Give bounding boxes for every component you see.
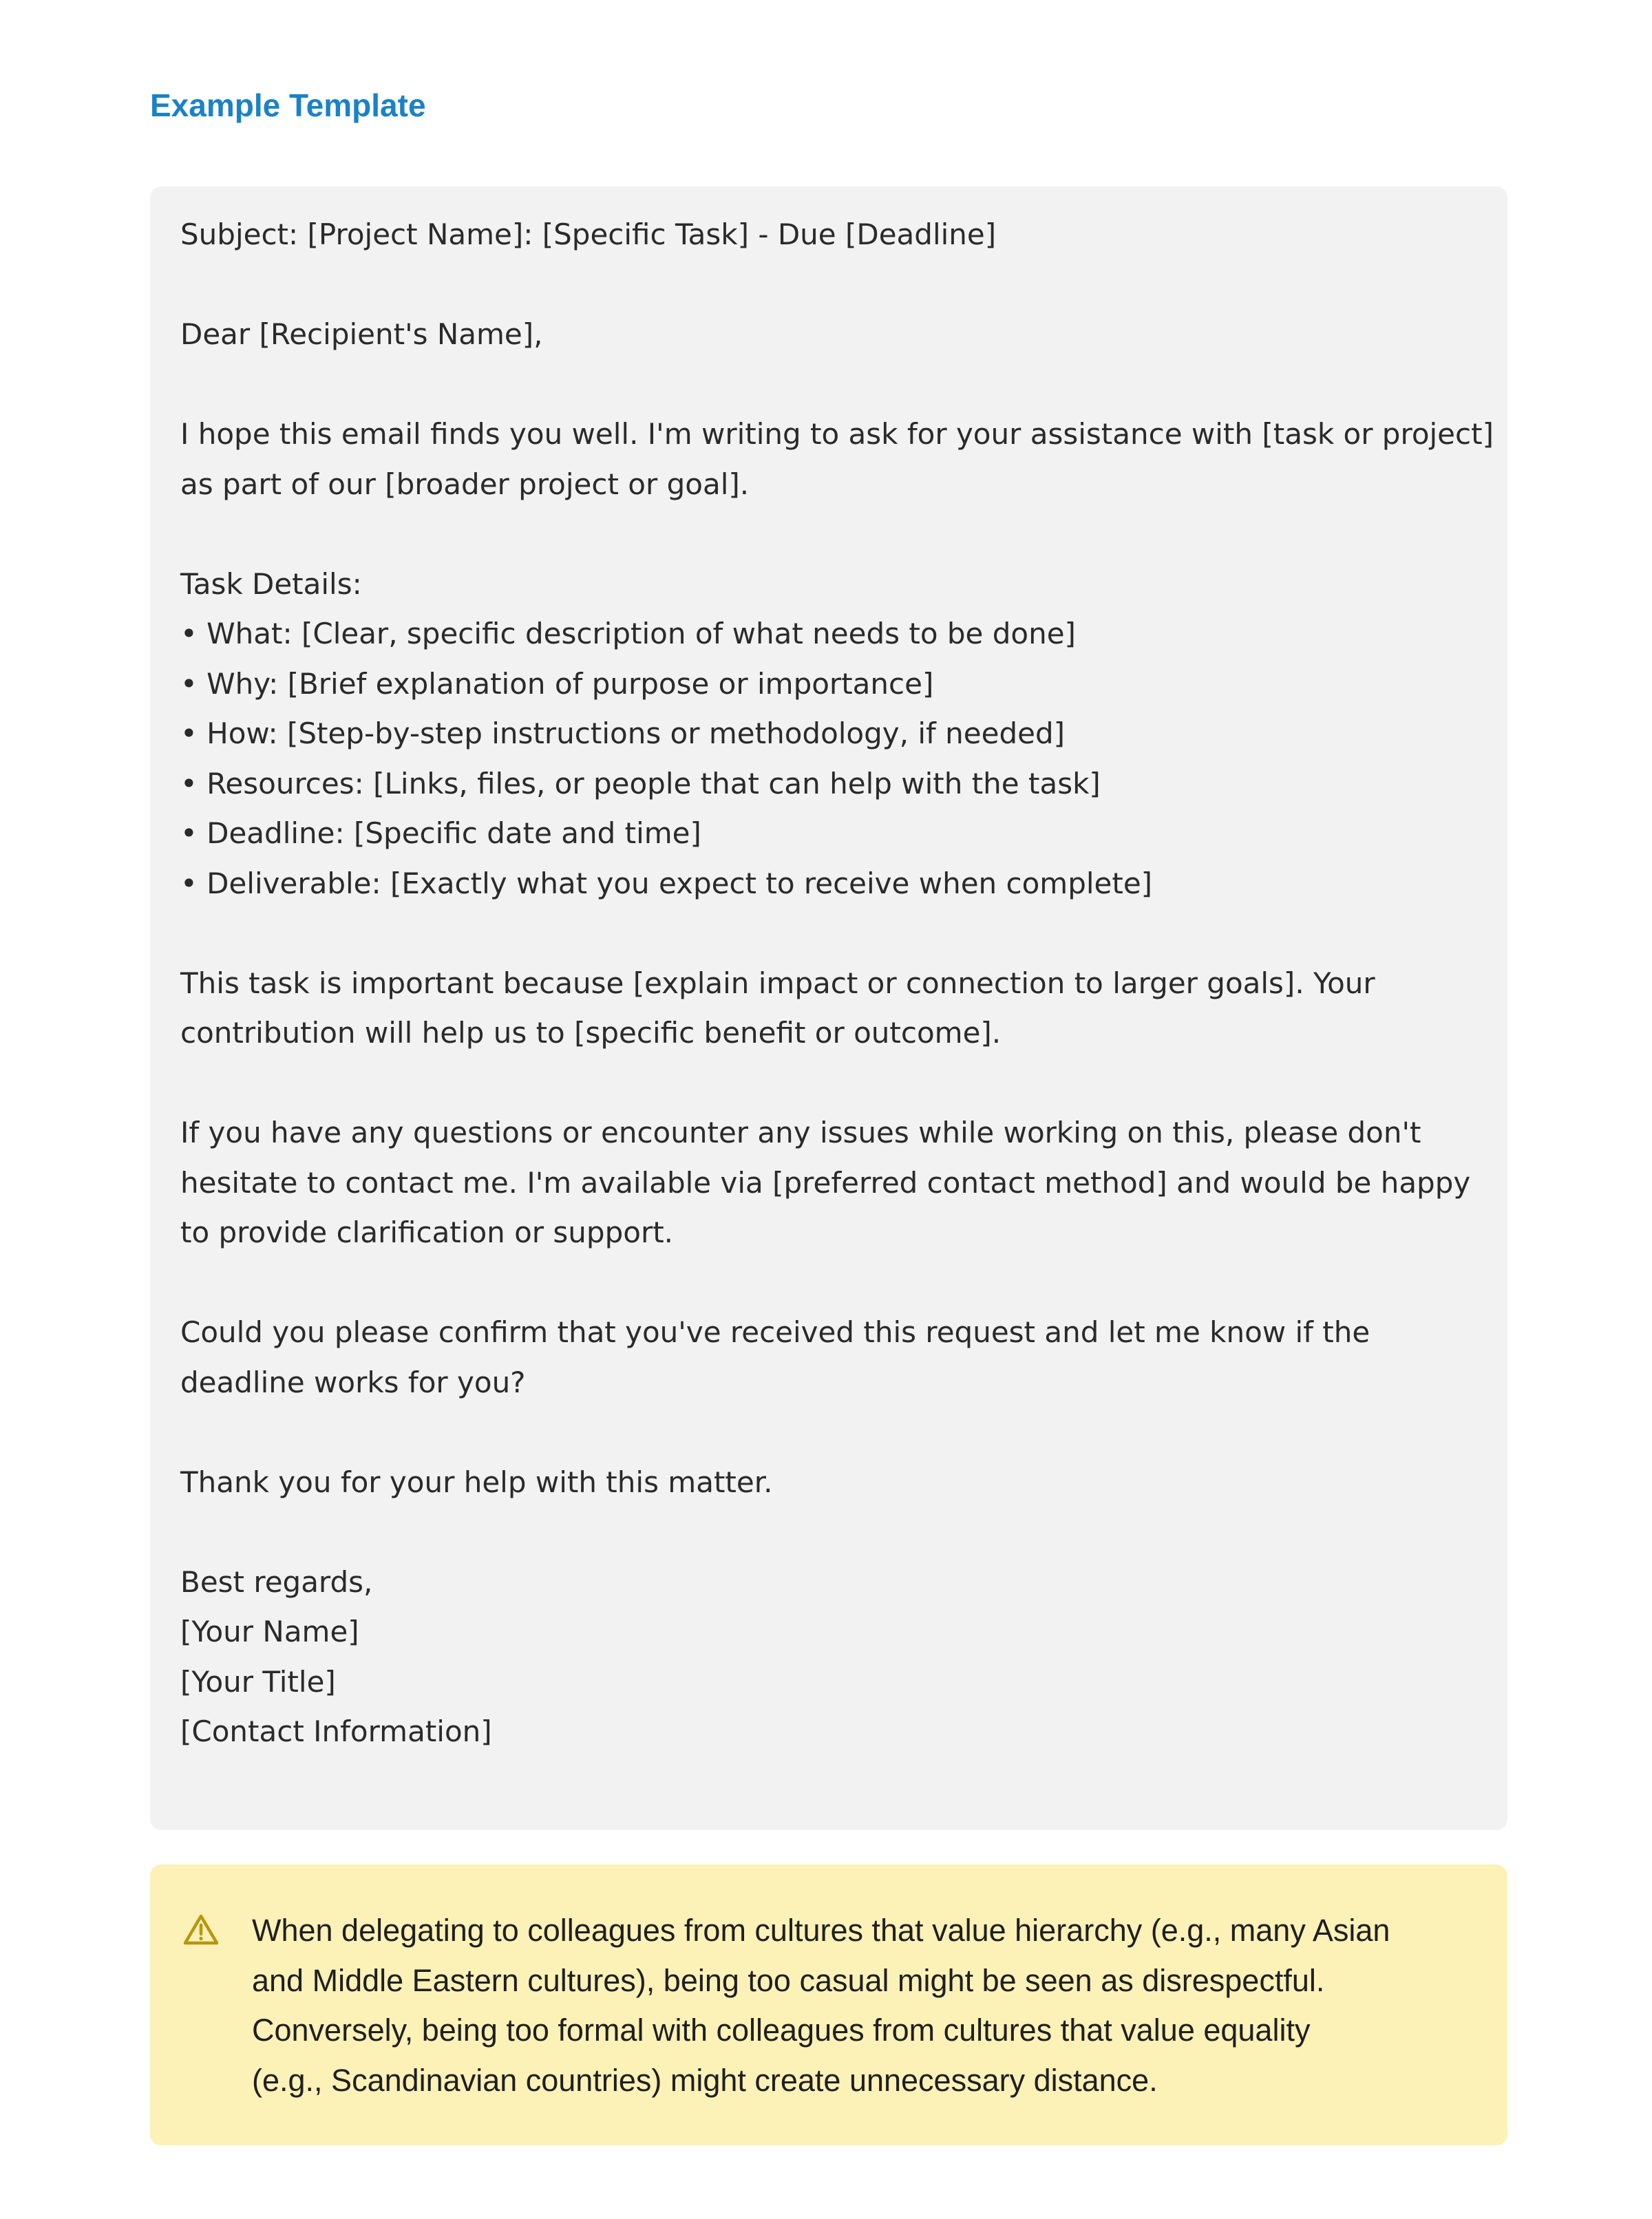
template-intro-line: I hope this email finds you well. I'm writing to ask for your assistance with [task or project]	[180, 417, 1494, 451]
template-signature-name: [Your Name]	[180, 1615, 359, 1648]
template-blank-line	[180, 1059, 1477, 1109]
template-blank-line	[180, 909, 1477, 959]
warning-text-line: and Middle Eastern cultures), being too casual might be seen as disrespectful.	[252, 1962, 1325, 1998]
template-bullet-why: • Why: [Brief explanation of purpose or importance]	[180, 666, 934, 701]
template-thanks-line: Thank you for your help with this matter.	[180, 1465, 773, 1499]
template-greeting: Dear [Recipient's Name],	[180, 317, 543, 351]
template-blank-line	[180, 509, 1477, 560]
template-bullet-deliverable: • Deliverable: [Exactly what you expect to receive when complete]	[180, 866, 1153, 900]
template-intro-line: as part of our [broader project or goal].	[180, 467, 750, 501]
template-blank-line	[180, 1258, 1477, 1308]
warning-text-line: When delegating to colleagues from cultures that value hierarchy (e.g., many Asian	[252, 1913, 1390, 1948]
template-blank-line	[180, 360, 1477, 410]
template-signature-title: [Your Title]	[180, 1664, 336, 1699]
template-bullet-deadline: • Deadline: [Specific date and time]	[180, 816, 701, 850]
template-confirm-line: Could you please confirm that you've received this request and let me know if the	[180, 1315, 1370, 1349]
template-blank-line	[180, 260, 1477, 310]
template-closing: Best regards,	[180, 1564, 373, 1599]
warning-text-line: (e.g., Scandinavian countries) might create unnecessary distance.	[252, 2062, 1158, 2098]
section-heading: Example Template	[150, 87, 426, 123]
warning-text-line: Conversely, being too formal with colleagues from cultures that value equality	[252, 2013, 1311, 2048]
template-questions-line: to provide clarification or support.	[180, 1215, 674, 1249]
template-bullet-resources: • Resources: [Links, files, or people that can help with the task]	[180, 766, 1101, 800]
template-confirm-line: deadline works for you?	[180, 1365, 526, 1399]
warning-triangle-icon	[183, 1913, 219, 1945]
template-signature-contact: [Contact Information]	[180, 1714, 492, 1748]
template-blank-line	[180, 1507, 1477, 1558]
template-subject-line: Subject: [Project Name]: [Specific Task] - Due [Deadline]	[180, 217, 997, 251]
template-importance-line: This task is important because [explain impact or connection to larger goals]. Your	[180, 966, 1375, 1000]
template-bullet-how: • How: [Step-by-step instructions or methodology, if needed]	[180, 716, 1065, 750]
cultural-warning-callout	[150, 1865, 1507, 2145]
template-bullet-what: • What: [Clear, specific description of what needs to be done]	[180, 617, 1076, 650]
template-importance-line: contribution will help us to [specific benefit or outcome].	[180, 1016, 1002, 1050]
template-task-details-label: Task Details:	[180, 566, 362, 601]
template-blank-line	[180, 1408, 1477, 1458]
email-template-box	[150, 187, 1507, 1830]
template-questions-line: hesitate to contact me. I'm available via [preferred contact method] and would be happy	[180, 1165, 1471, 1200]
template-questions-line: If you have any questions or encounter any issues while working on this, please don't	[180, 1116, 1421, 1149]
